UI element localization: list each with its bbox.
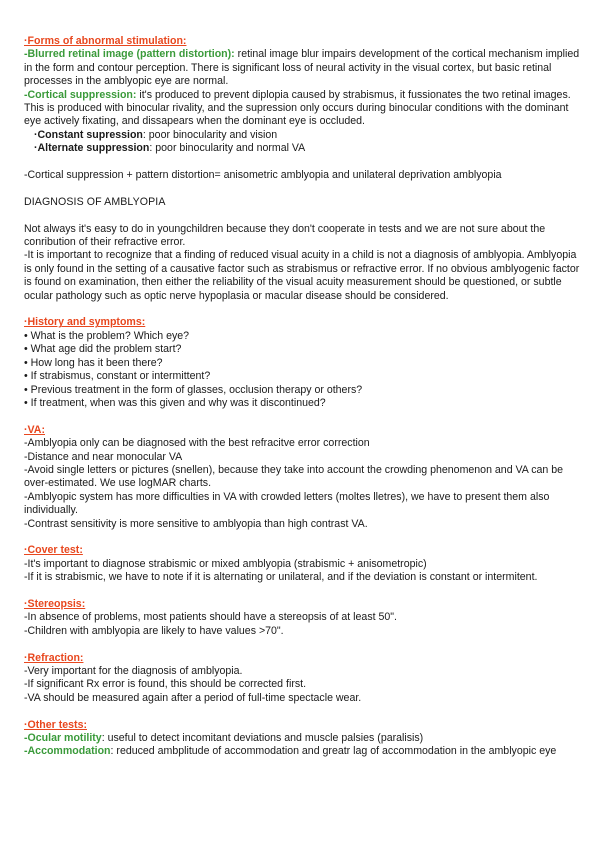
accommodation-label: -Accommodation: [24, 745, 111, 758]
cover-test-section: [24, 544, 584, 584]
blurred-image-paragraph: [24, 48, 584, 88]
stereopsis-section: [24, 598, 584, 638]
diagnosis-intro-paragraph: Not always it's easy to do in youngchildren because they don't cooperate in tests and we are not sure about the conribution of their refractive error.: [24, 222, 546, 249]
list-item: • If treatment, when was this given and why was it discontinued?: [24, 396, 326, 409]
refraction-heading: ·Refraction:: [24, 651, 84, 664]
diagnosis-detail-paragraph: -It is important to recognize that a finding of reduced visual acuity in a child is not a diagnosis of amblyopia. Amblyopia is only found in the setting of a causative factor such as strabismus or refractive error. If no obvious amblyogenic factor is found on examination, then either the reliability of the visual acuity measurement should be questioned, or subtle ocular pathology such as optic nerve hypoplasia or macular disease should be considered.: [24, 249, 580, 302]
constant-suppression-label: ·Constant supression: [34, 128, 143, 141]
list-item: • If strabismus, constant or intermittent?: [24, 370, 211, 383]
list-item: • What is the problem? Which eye?: [24, 329, 190, 342]
cortical-suppression-label: -Cortical suppression:: [24, 88, 137, 101]
cortical-suppression-paragraph: [24, 89, 584, 129]
ocular-motility-line: [24, 732, 584, 745]
document-page: [24, 35, 584, 759]
list-item: -Amblyopic system has more difficulties in VA with crowded letters (moltes lletres), we have to present them also individually.: [24, 490, 550, 517]
list-item: • Previous treatment in the form of glasses, occlusion therapy or others?: [24, 383, 363, 396]
accommodation-text: : reduced ambplitude of accommodation and greatr lag of accommodation in the amblyopic eye: [110, 745, 557, 758]
constant-suppression-line: [24, 129, 584, 142]
list-item: • How long has it been there?: [24, 356, 163, 369]
history-section: [24, 316, 584, 410]
stereopsis-heading: ·Stereopsis:: [24, 597, 86, 610]
diagnosis-section: [24, 196, 584, 303]
list-item: -Children with amblyopia are likely to have values >70".: [24, 624, 284, 637]
other-tests-heading: ·Other tests:: [24, 718, 87, 731]
va-heading: ·VA:: [24, 423, 45, 436]
list-item: • What age did the problem start?: [24, 343, 182, 356]
list-item: -Avoid single letters or pictures (snellen), because they take into account the crowding phenomenon and VA can be over-estimated. We use logMAR charts.: [24, 463, 564, 490]
list-item: -Contrast sensitivity is more sensitive to amblyopia than high contrast VA.: [24, 517, 368, 530]
list-item: -If significant Rx error is found, this should be corrected first.: [24, 678, 307, 691]
list-item: -If it is strabismic, we have to note if it is alternating or unilateral, and if the deviation is constant or intermitent.: [24, 571, 538, 584]
va-section: [24, 424, 584, 531]
other-tests-section: [24, 719, 584, 759]
abnormal-stimulation-section: [24, 35, 584, 182]
list-item: -Amblyopia only can be diagnosed with the best refracitve error correction: [24, 437, 370, 450]
alternate-suppression-line: [24, 142, 584, 155]
list-item: -Distance and near monocular VA: [24, 450, 183, 463]
cover-test-heading: ·Cover test:: [24, 544, 83, 557]
refraction-section: [24, 652, 584, 706]
constant-suppression-text: : poor binocularity and vision: [142, 128, 278, 141]
list-item: -VA should be measured again after a period of full-time spectacle wear.: [24, 691, 362, 704]
ocular-motility-text: : useful to detect incomitant deviations and muscle palsies (paralisis): [101, 731, 424, 744]
ocular-motility-label: -Ocular motility: [24, 731, 102, 744]
cortical-suppression-text: it's produced to prevent diplopia caused by strabismus, it fussionates the two retinal images. This is produced with binocular rivality, and the supression only occurs during binocular conditions with the dominant eye actively fixating, and dissapears when the dominant eye is occluded.: [24, 88, 571, 128]
list-item: -Very important for the diagnosis of amblyopia.: [24, 664, 243, 677]
list-item: -It's important to diagnose strabismic or mixed amblyopia (strabismic + anisometropic): [24, 557, 427, 570]
cortical-summary-line: -Cortical suppression + pattern distortion= anisometric amblyopia and unilateral deprivation amblyopia: [24, 169, 502, 182]
alternate-suppression-label: ·Alternate suppression: [34, 142, 150, 155]
history-heading: ·History and symptoms:: [24, 316, 146, 329]
abnormal-stimulation-heading: ·Forms of abnormal stimulation:: [24, 35, 187, 47]
list-item: -In absence of problems, most patients should have a stereopsis of at least 50".: [24, 611, 397, 624]
blurred-image-text: retinal image blur impairs development of the cortical mechanism implied in the form and contour perception. There is significant loss of neural activity in the visual cortex, but basic retinal processes in the amblyopic eye are normal.: [24, 48, 580, 88]
diagnosis-heading: DIAGNOSIS OF AMBLYOPIA: [24, 195, 166, 208]
blurred-image-label: -Blurred retinal image (pattern distortion):: [24, 48, 235, 61]
accommodation-line: [24, 745, 584, 758]
alternate-suppression-text: : poor binocularity and normal VA: [149, 142, 306, 155]
